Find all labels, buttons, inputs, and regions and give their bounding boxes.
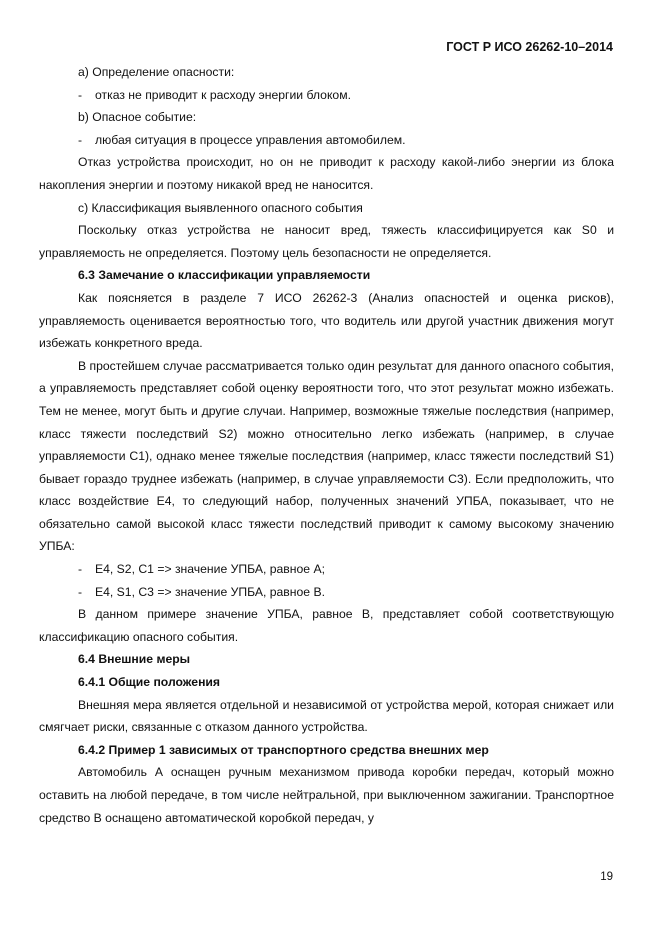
list-item-c: с) Классификация выявленного опасного события [78, 200, 363, 215]
dash-item [39, 581, 614, 604]
dash-item [39, 84, 614, 107]
dash-item-text: отказ не приводит к расходу энергии блоком. [95, 87, 351, 102]
dash-marker: - [78, 132, 83, 147]
dash-marker: - [78, 584, 83, 599]
paragraph: В данном примере значение УПБА, равное В, представляет собой соответствующую классификацию опасного события. [39, 607, 614, 644]
dash-item-text: Е4, S2, C1 => значение УПБА, равное А; [95, 562, 325, 577]
page-number: 19 [600, 871, 613, 883]
list-item-b: b) Опасное событие: [78, 110, 197, 125]
section-heading-6-3: 6.3 Замечание о классификации управляемости [78, 268, 371, 283]
paragraph: Внешняя мера является отдельной и независимой от устройства мерой, которая снижает или смягчает риски, связанные с отказом данного устройства. [39, 697, 614, 735]
dash-item [39, 129, 614, 152]
dash-marker: - [78, 562, 83, 577]
page-header: ГОСТ Р ИСО 26262-10–2014 [446, 40, 613, 54]
paragraph: Поскольку отказ устройства не наносит вред, тяжесть классифицируется как S0 и управляемость не определяется. Поэтому цель безопасности не определяется. [39, 223, 614, 260]
paragraph: Как поясняется в разделе 7 ИСО 26262-3 (Анализ опасностей и оценка рисков), управляемость оценивается вероятностью того, что водитель или другой участник движения могут избежать конкретного вреда. [39, 290, 614, 351]
paragraph: Отказ устройства происходит, но он не приводит к расходу какой-либо энергии из блока накопления энергии и поэтому никакой вред не наносится. [39, 155, 614, 192]
paragraph: В простейшем случае рассматривается только один результат для данного опасного события, а управляемость представляет собой оценку вероятности того, что этот результат можно избежать. Тем не менее, могут быть и другие случаи. Например, возможные тяжелые последствия (например, класс тяжести последствий S2) можно относительно легко избежать (например, в случае управляемости С1), однако менее тяжелые последствия (например, класс тяжести последствий S1) бывает гораздо труднее избежать (например, в случае управляемости С3). Если предположить, что класс воздействие Е4, то следующий набор, полученных значений УПБА, показывает, что не обязательно самой высокой класс тяжести последствий приводит к самому высокому значению УПБА: [39, 358, 615, 554]
dash-item [39, 558, 614, 581]
paragraph: Автомобиль А оснащен ручным механизмом привода коробки передач, который можно оставить на любой передаче, в том числе нейтральной, при выключенном зажигании. Транспортное средство В оснащено автоматической коробкой передач, у [39, 765, 614, 825]
dash-marker: - [78, 87, 83, 102]
list-item-a: а) Определение опасности: [78, 65, 235, 79]
section-heading-6-4-1: 6.4.1 Общие положения [78, 675, 221, 690]
page-body [39, 61, 614, 829]
section-heading-6-4: 6.4 Внешние меры [78, 652, 191, 667]
section-heading-6-4-2: 6.4.2 Пример 1 зависимых от транспортного средства внешних мер [78, 742, 489, 757]
dash-item-text: любая ситуация в процессе управления автомобилем. [95, 132, 406, 147]
dash-item-text: Е4, S1, C3 => значение УПБА, равное В. [95, 584, 325, 599]
